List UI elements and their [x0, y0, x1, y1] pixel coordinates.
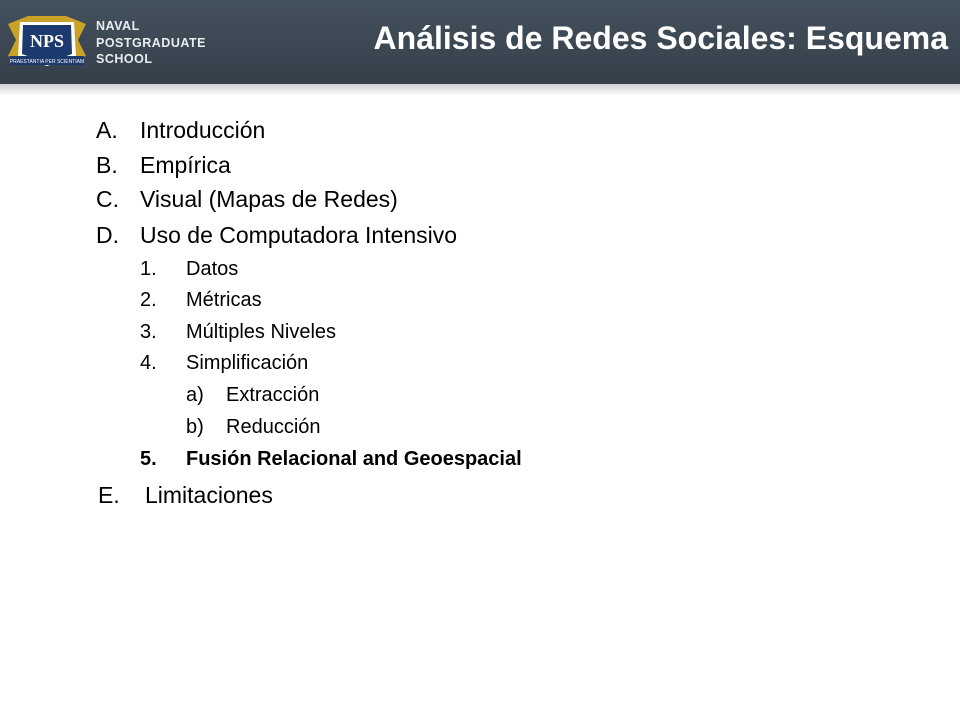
item-marker: 3.: [140, 321, 157, 343]
item-text: Limitaciones: [145, 482, 273, 508]
item-text: Uso de Computadora Intensivo: [140, 222, 458, 248]
school-name-line-1: NAVAL: [96, 19, 140, 33]
outline-item-e: [98, 482, 273, 509]
item-marker: D.: [96, 222, 119, 248]
item-marker: E.: [98, 482, 120, 508]
item-marker: C.: [96, 186, 119, 212]
item-text: Fusión Relacional and Geoespacial: [186, 448, 522, 470]
outline-item-d4: [140, 352, 308, 375]
item-text: Datos: [186, 258, 239, 280]
outline-item-d1: [140, 258, 238, 281]
item-marker: 5.: [140, 448, 157, 470]
item-marker: b): [186, 416, 204, 438]
slide-title: Análisis de Redes Sociales: Esquema: [373, 20, 948, 56]
item-text: Reducción: [226, 416, 321, 438]
item-marker: 1.: [140, 258, 157, 280]
crest-letters: NPS: [29, 31, 65, 51]
item-marker: B.: [96, 152, 118, 178]
outline-item-d4a: [186, 384, 319, 407]
outline-item-d2: [140, 289, 262, 312]
outline-item-b: [96, 152, 231, 179]
item-text: Empírica: [140, 152, 231, 178]
item-marker: 2.: [140, 289, 157, 311]
item-text: Simplificación: [186, 352, 309, 374]
item-marker: a): [186, 384, 204, 406]
school-name-line-2: POSTGRADUATE: [96, 35, 206, 50]
outline-item-a: [96, 117, 265, 144]
crest-motto: PRAESTANTIA PER SCIENTIAM: [9, 59, 85, 65]
outline-item-d3: [140, 321, 336, 344]
item-text: Métricas: [186, 289, 262, 311]
item-marker: A.: [96, 117, 118, 143]
item-text: Introducción: [140, 117, 266, 143]
item-text: Extracción: [226, 384, 320, 406]
outline-item-d5: [140, 448, 522, 471]
school-name-line-3: SCHOOL: [96, 52, 153, 66]
item-text: Múltiples Niveles: [186, 321, 337, 343]
outline-item-d: [96, 222, 457, 249]
item-marker: 4.: [140, 352, 157, 374]
outline-item-d4b: [186, 416, 321, 439]
item-text: Visual (Mapas de Redes): [140, 186, 398, 212]
outline-item-c: [96, 186, 398, 213]
